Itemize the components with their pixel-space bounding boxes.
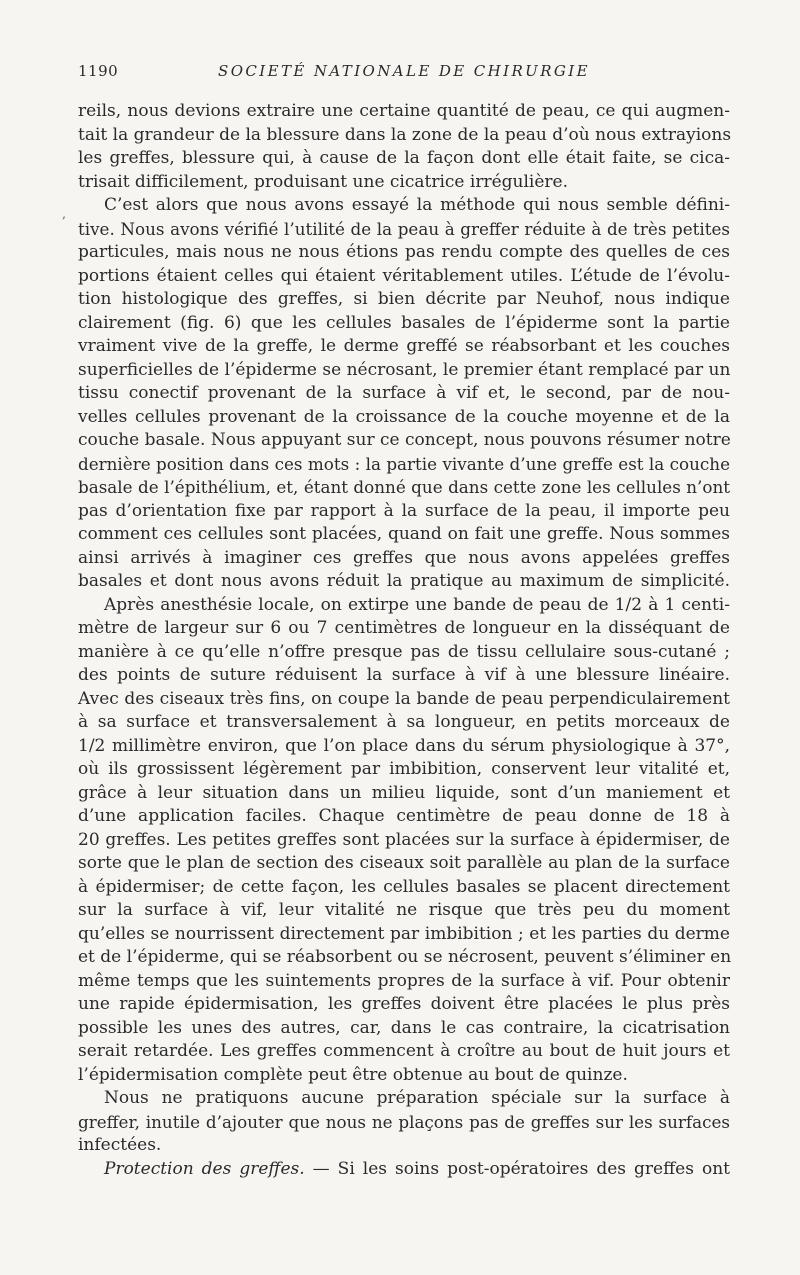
line-text: velles cellules provenant de la croissance de la couche moyenne et de la xyxy=(78,406,730,427)
line-text: infectées. xyxy=(78,1135,162,1155)
text-line xyxy=(78,641,730,665)
line-text: basales et dont nous avons réduit la pratique au maximum de simplicité. xyxy=(78,571,730,591)
text-line xyxy=(78,382,730,406)
running-title: SOCIETÉ NATIONALE DE CHIRURGIE xyxy=(218,62,590,80)
text-line xyxy=(78,523,730,547)
line-text: qu’elles se nourrissent directement par imbibition ; et les parties du derme xyxy=(78,923,730,944)
line-text: tissu conectif provenant de la surface à vif et, le second, par de nou- xyxy=(78,383,730,403)
line-text: pas d’orientation fixe par rapport à la surface de la peau, il importe peu xyxy=(78,500,730,521)
line-text: et de l’épiderme, qui se réabsorbent ou se nécrosent, peuvent s’éliminer en xyxy=(78,947,732,967)
line-text: dernière position dans ces mots : la partie vivante d’une greffe est la couche xyxy=(78,453,730,474)
text-line xyxy=(78,1017,730,1041)
text-line xyxy=(78,805,730,829)
text-line xyxy=(78,1040,730,1064)
text-line xyxy=(78,288,730,312)
text-line xyxy=(78,664,730,688)
line-text: l’épidermisation complète peut être obtenue au bout de quinze. xyxy=(78,1064,628,1085)
line-text: reils, nous devions extraire une certaine quantité de peau, ce qui augmen- xyxy=(78,101,730,121)
text-line xyxy=(78,547,730,571)
text-line xyxy=(78,453,730,477)
line-text: une rapide épidermisation, les greffes doivent être placées le plus près xyxy=(78,994,730,1014)
text-line xyxy=(78,617,730,641)
text-line xyxy=(78,429,730,453)
text-line xyxy=(78,594,730,618)
line-text: clairement (fig. 6) que les cellules basales de l’épiderme sont la partie xyxy=(78,312,730,333)
page-number: 1190 xyxy=(78,62,119,80)
text-line xyxy=(78,829,730,853)
text-line xyxy=(78,124,730,148)
line-text: mètre de largeur sur 6 ou 7 centimètres de longueur en la disséquant de xyxy=(78,618,730,638)
text-line xyxy=(78,993,730,1017)
text-line xyxy=(78,782,730,806)
text-line xyxy=(78,1111,730,1135)
text-line xyxy=(78,1087,730,1111)
italic-heading: Protection des greffes. xyxy=(104,1158,305,1179)
text-line xyxy=(78,171,730,195)
text-line xyxy=(78,970,730,994)
text-line xyxy=(78,312,730,336)
line-text: Nous ne pratiquons aucune préparation spéciale sur la surface à xyxy=(104,1088,730,1108)
line-text: ainsi arrivés à imaginer ces greffes que nous avons appelées greffes xyxy=(78,547,730,568)
text-line xyxy=(78,241,730,265)
text-line xyxy=(78,852,730,876)
text-line xyxy=(78,1134,730,1158)
text-line xyxy=(78,147,730,171)
text-line xyxy=(78,1064,730,1088)
line-text: serait retardée. Les greffes commencent à croître au bout de huit jours et xyxy=(78,1041,730,1061)
line-text: d’une application faciles. Chaque centimètre de peau donne de 18 à xyxy=(78,806,730,826)
line-text: où ils grossissent légèrement par imbibition, conservent leur vitalité et, xyxy=(78,759,730,779)
line-text: 1/2 millimètre environ, que l’on place dans du sérum physiologique à 37°, xyxy=(78,735,730,756)
line-text: possible les unes des autres, car, dans le cas contraire, la cicatrisation xyxy=(78,1017,730,1038)
page-header xyxy=(78,62,730,86)
line-text: — Si les soins post-opératoires des greffes ont xyxy=(304,1158,730,1179)
line-text: même temps que les suintements propres de la surface à vif. Pour obtenir xyxy=(78,970,730,991)
text-line xyxy=(78,265,730,289)
line-text: sorte que le plan de section des ciseaux soit parallèle au plan de la surface xyxy=(78,853,730,873)
text-line xyxy=(78,406,730,430)
text-line xyxy=(78,876,730,900)
line-text: manière à ce qu’elle n’offre presque pas de tissu cellulaire sous-cutané ; xyxy=(78,641,730,662)
line-text: particules, mais nous ne nous étions pas rendu compte des quelles de ces xyxy=(78,242,730,262)
text-line xyxy=(78,570,730,594)
line-text: 20 greffes. Les petites greffes sont placées sur la surface à épidermiser, de xyxy=(78,829,730,850)
text-line xyxy=(78,335,730,359)
text-line xyxy=(78,194,730,218)
line-text: C’est alors que nous avons essayé la méthode qui nous semble défini- xyxy=(104,195,730,215)
text-line xyxy=(78,946,730,970)
line-text: comment ces cellules sont placées, quand on fait une greffe. Nous sommes xyxy=(78,524,730,544)
text-line xyxy=(78,500,730,524)
text-line xyxy=(78,758,730,782)
line-text: superficielles de l’épiderme se nécrosant, le premier étant remplacé par un xyxy=(78,359,731,380)
line-text: greffer, inutile d’ajouter que nous ne plaçons pas de greffes sur les surfaces xyxy=(78,1111,730,1132)
text-line xyxy=(78,899,730,923)
line-text: tive. Nous avons vérifié l’utilité de la peau à greffer réduite à de très petites xyxy=(78,218,730,239)
line-text: basale de l’épithélium, et, étant donné que dans cette zone les cellules n’ont xyxy=(78,477,730,497)
text-line xyxy=(78,688,730,712)
text-line xyxy=(78,359,730,383)
line-text: les greffes, blessure qui, à cause de la façon dont elle était faite, se cica- xyxy=(78,148,730,168)
line-text: couche basale. Nous appuyant sur ce concept, nous pouvons résumer notre xyxy=(78,430,731,450)
line-text: des points de suture réduisent la surface à vif à une blessure linéaire. xyxy=(78,665,730,685)
body-text xyxy=(78,100,730,1181)
margin-mark: ‚ xyxy=(62,207,66,221)
line-text: trisait difficilement, produisant une cicatrice irrégulière. xyxy=(78,171,569,192)
text-line xyxy=(78,923,730,947)
line-text: sur la surface à vif, leur vitalité ne risque que très peu du moment xyxy=(78,900,730,920)
line-text: grâce à leur situation dans un milieu liquide, sont d’un maniement et xyxy=(78,782,730,803)
text-line xyxy=(78,735,730,759)
text-line xyxy=(78,711,730,735)
text-line xyxy=(78,218,730,242)
line-text: vraiment vive de la greffe, le derme greffé se réabsorbant et les couches xyxy=(78,336,730,356)
line-text: à sa surface et transversalement à sa longueur, en petits morceaux de xyxy=(78,712,730,732)
line-text: tait la grandeur de la blessure dans la zone de la peau d’où nous extrayions xyxy=(78,124,732,145)
line-text: à épidermiser; de cette façon, les cellules basales se placent directement xyxy=(78,876,730,897)
text-line xyxy=(78,476,730,500)
line-text: portions étaient celles qui étaient véritablement utiles. L’étude de l’évolu- xyxy=(78,265,730,286)
text-line xyxy=(78,1158,730,1182)
line-text: Après anesthésie locale, on extirpe une bande de peau de 1/2 à 1 centi- xyxy=(104,594,730,615)
line-text: Avec des ciseaux très fins, on coupe la bande de peau perpendiculairement xyxy=(78,688,730,709)
line-text: tion histologique des greffes, si bien décrite par Neuhof, nous indique xyxy=(78,289,730,309)
text-line xyxy=(78,100,730,124)
